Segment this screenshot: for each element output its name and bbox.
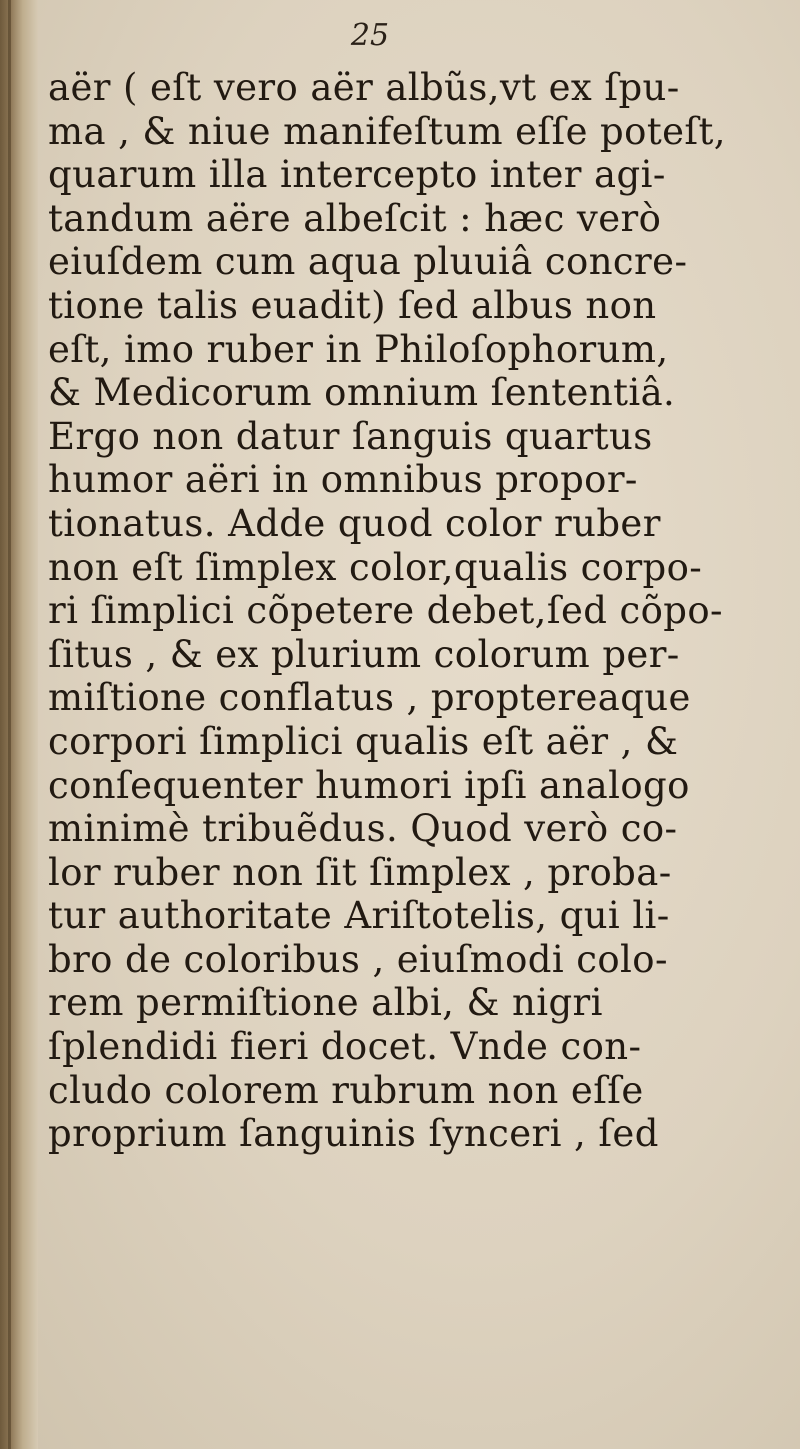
- text-line: miſtione conflatus , proptereaque: [48, 676, 691, 720]
- text-line: tionatus. Adde quod color ruber: [48, 501, 661, 545]
- text-line: bro de coloribus , eiuſmodi colo-: [48, 937, 668, 981]
- text-line: lor ruber non ſit ſimplex , proba-: [48, 850, 672, 894]
- text-line: tandum aëre albeſcit : hæc verò: [48, 196, 662, 240]
- book-gutter: [0, 0, 38, 1449]
- text-line: ſitus , & ex plurium colorum per-: [48, 632, 680, 676]
- text-line: proprium ſanguinis ſynceri , ſed: [48, 1112, 659, 1156]
- text-line: corpori ſimplici qualis eſt aër , &: [48, 719, 679, 763]
- text-line: minimè tribuẽdus. Quod verò co-: [48, 807, 678, 851]
- text-line: non eſt ſimplex color,qualis corpo-: [48, 545, 703, 589]
- text-line: conſequenter humori ipſi analogo: [48, 763, 690, 807]
- text-line: cludo colorem rubrum non eſſe: [48, 1068, 644, 1112]
- text-line: eiuſdem cum aqua pluuiâ concre-: [48, 240, 688, 284]
- text-line: humor aëri in omnibus propor-: [48, 458, 638, 502]
- text-line: quarum illa intercepto inter agi-: [48, 153, 666, 197]
- text-line: Ergo non datur ſanguis quartus: [48, 414, 653, 458]
- page-number: 25: [350, 18, 390, 53]
- text-line: rem permiſtione albi, & nigri: [48, 981, 603, 1025]
- body-text: [48, 66, 768, 1156]
- text-line: ſplendidi fieri docet. Vnde con-: [48, 1025, 642, 1069]
- text-line: tur authoritate Ariſtotelis, qui li-: [48, 894, 670, 938]
- text-line: aër ( eſt vero aër albũs,vt ex ſpu-: [48, 66, 680, 109]
- text-line: & Medicorum omnium ſententiâ.: [48, 371, 676, 415]
- text-line: eſt, imo ruber in Philoſophorum,: [48, 327, 669, 371]
- text-line: tione talis euadit) ſed albus non: [48, 283, 657, 327]
- binding-edge: [8, 0, 11, 1449]
- text-line: ma , & niue manifeſtum eſſe poteſt,: [48, 109, 726, 153]
- text-line: ri ſimplici cõpetere debet,ſed cõpo-: [48, 589, 723, 633]
